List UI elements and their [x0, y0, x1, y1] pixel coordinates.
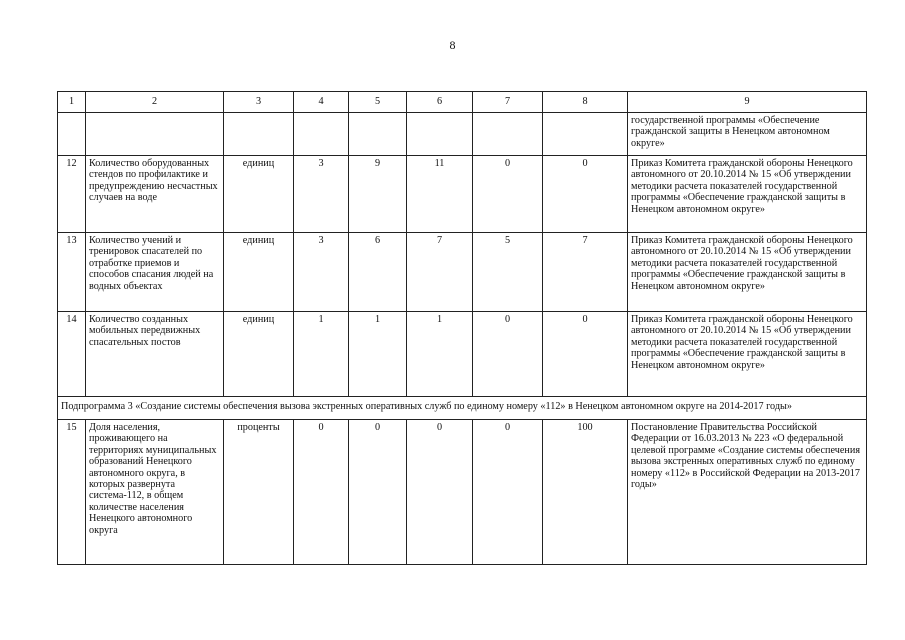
indicator-name: Доля населения, проживающего на территориях муниципальных образований Ненецкого автономного округа, в которых развернута система-112, в общем количестве населения Ненецкого автономного округа	[86, 420, 224, 565]
value-cell: 3	[294, 156, 349, 233]
value-cell: 3	[294, 233, 349, 312]
table-row	[58, 156, 867, 233]
table-cell	[294, 113, 349, 156]
value-cell: 0	[543, 312, 628, 397]
value-cell: 9	[349, 156, 407, 233]
table-row-continuation	[58, 113, 867, 156]
value-cell: 1	[294, 312, 349, 397]
header-cell: 7	[473, 92, 543, 113]
table-cell	[86, 113, 224, 156]
source-cell: Приказ Комитета гражданской обороны Ненецкого автономного от 20.10.2014 № 15 «Об утверждении методики расчета показателей государственной программы «Обеспечение гражданской защиты в Ненецком автономном округе»	[628, 312, 867, 397]
table-cell	[58, 113, 86, 156]
table-cell	[543, 113, 628, 156]
value-cell: 1	[349, 312, 407, 397]
source-cell: Постановление Правительства Российской Федерации от 16.03.2013 № 223 «О федеральной целевой программе «Создание системы обеспечения вызова экстренных оперативных служб по единому номеру «112» в Российской Федерации на 2013-2017 годы»	[628, 420, 867, 565]
indicators-table	[57, 91, 867, 565]
unit-cell: единиц	[224, 233, 294, 312]
value-cell: 11	[407, 156, 473, 233]
header-cell: 3	[224, 92, 294, 113]
row-number: 13	[58, 233, 86, 312]
value-cell: 0	[407, 420, 473, 565]
value-cell: 0	[473, 420, 543, 565]
header-cell: 6	[407, 92, 473, 113]
table-row	[58, 420, 867, 565]
source-cell: Приказ Комитета гражданской обороны Ненецкого автономного от 20.10.2014 № 15 «Об утверждении методики расчета показателей государственной программы «Обеспечение гражданской защиты в Ненецком автономном округе»	[628, 156, 867, 233]
table-header-row	[58, 92, 867, 113]
value-cell: 0	[349, 420, 407, 565]
value-cell: 7	[543, 233, 628, 312]
table-cell	[407, 113, 473, 156]
indicator-name: Количество оборудованных стендов по профилактике и предупреждению несчастных случаев на воде	[86, 156, 224, 233]
header-cell: 4	[294, 92, 349, 113]
table-row	[58, 312, 867, 397]
subprogram-row	[58, 397, 867, 420]
value-cell: 5	[473, 233, 543, 312]
value-cell: 0	[473, 312, 543, 397]
unit-cell: единиц	[224, 156, 294, 233]
header-cell: 1	[58, 92, 86, 113]
table-row	[58, 233, 867, 312]
value-cell: 1	[407, 312, 473, 397]
header-cell: 2	[86, 92, 224, 113]
source-cell: Приказ Комитета гражданской обороны Ненецкого автономного от 20.10.2014 № 15 «Об утверждении методики расчета показателей государственной программы «Обеспечение гражданской защиты в Ненецком автономном округе»	[628, 233, 867, 312]
subprogram-title: Подпрограмма 3 «Создание системы обеспечения вызова экстренных оперативных служб по единому номеру «112» в Ненецком автономном округе на 2014-2017 годы»	[58, 397, 867, 420]
row-number: 15	[58, 420, 86, 565]
indicator-name: Количество созданных мобильных передвижных спасательных постов	[86, 312, 224, 397]
unit-cell: проценты	[224, 420, 294, 565]
row-number: 14	[58, 312, 86, 397]
value-cell: 7	[407, 233, 473, 312]
value-cell: 0	[473, 156, 543, 233]
value-cell: 6	[349, 233, 407, 312]
indicator-name: Количество учений и тренировок спасателей по отработке приемов и способов спасания людей на водных объектах	[86, 233, 224, 312]
row-number: 12	[58, 156, 86, 233]
source-cell: государственной программы «Обеспечение гражданской защиты в Ненецком автономном округе»	[628, 113, 867, 156]
table-cell	[349, 113, 407, 156]
header-cell: 5	[349, 92, 407, 113]
value-cell: 100	[543, 420, 628, 565]
table-cell	[473, 113, 543, 156]
header-cell: 9	[628, 92, 867, 113]
value-cell: 0	[294, 420, 349, 565]
header-cell: 8	[543, 92, 628, 113]
value-cell: 0	[543, 156, 628, 233]
table-cell	[224, 113, 294, 156]
unit-cell: единиц	[224, 312, 294, 397]
page-number: 8	[449, 38, 456, 52]
